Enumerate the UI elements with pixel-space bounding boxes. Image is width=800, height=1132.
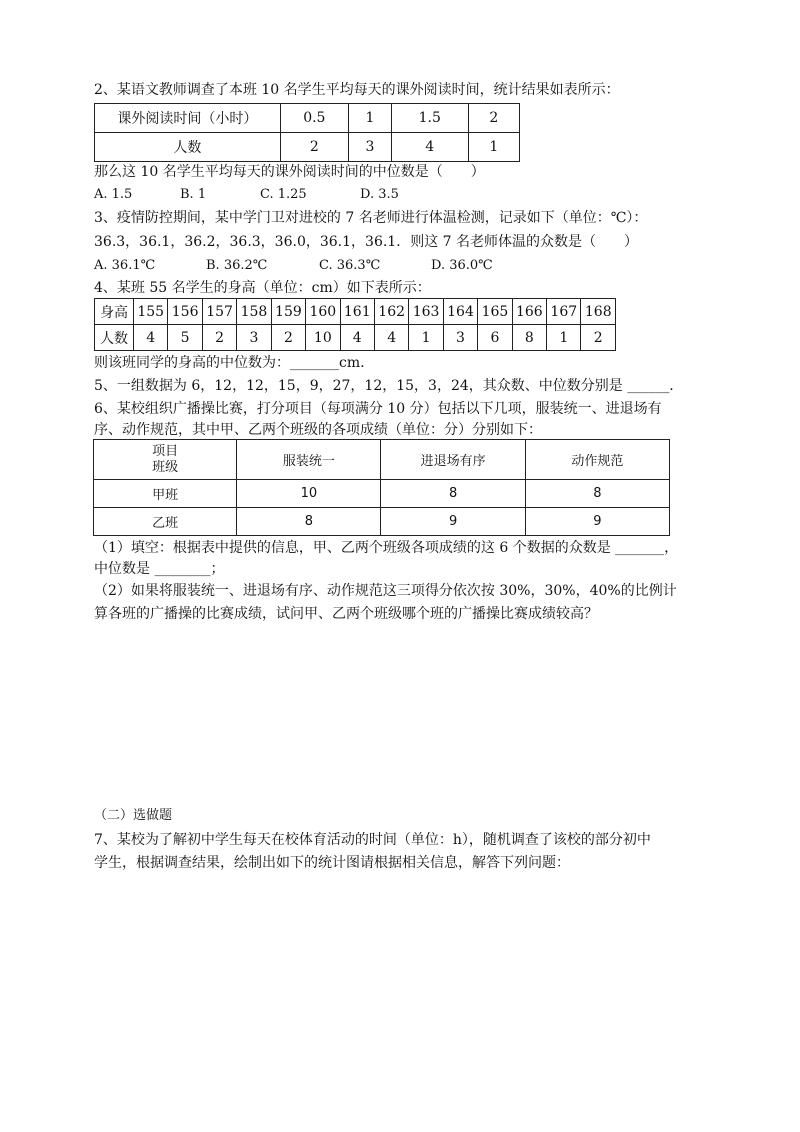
q2-table-cell: 1 <box>468 133 519 162</box>
q4-table-cell: 168 <box>581 299 616 325</box>
q4-table-cell: 2 <box>581 325 616 351</box>
q6-table-cell: 9 <box>525 508 669 536</box>
q6-corner-item: 项目 <box>152 443 179 459</box>
q3-option-b: B. 36.2℃ <box>206 258 268 273</box>
q6-table-cell: 8 <box>525 480 669 508</box>
q3-data-line: 36.3，36.1，36.2，36.3，36.0，36.1，36.1．则这 7 名老师体温的众数是（ ） <box>94 234 639 250</box>
q2-table <box>94 103 520 162</box>
q4-table-cell: 1 <box>409 325 443 351</box>
q6-part1-line2: 中位数是 ________； <box>94 561 225 577</box>
q4-table-cell: 2 <box>271 325 305 351</box>
q4-table-cell: 4 <box>340 325 374 351</box>
q4-table-cell: 5 <box>168 325 202 351</box>
q4-table-cell: 155 <box>134 299 168 325</box>
q4-table-cell: 3 <box>443 325 477 351</box>
q4-table-cell: 4 <box>374 325 408 351</box>
q2-table-cell: 0.5 <box>280 104 348 133</box>
q2-table-cell: 2 <box>280 133 348 162</box>
q6-table-cell: 8 <box>237 508 381 536</box>
q3-stem: 3、疫情防控期间，某中学门卫对进校的 7 名老师进行体温检测，记录如下（单位：℃）： <box>94 210 648 226</box>
q4-table-cell: 4 <box>134 325 168 351</box>
q2-option-b: B. 1 <box>180 187 207 202</box>
q2-table-header-count: 人数 <box>95 133 281 162</box>
q4-table-cell: 167 <box>547 299 581 325</box>
q6-header: 服装统一 <box>237 440 381 480</box>
q2-option-c: C. 1.25 <box>260 187 307 202</box>
q4-table-header-height: 身高 <box>95 299 134 325</box>
q6-part2-line2: 算各班的广播操的比赛成绩，试问甲、乙两个班级哪个班的广播操比赛成绩较高？ <box>94 606 598 622</box>
q4-question: 则该班同学的身高的中位数为：_______cm. <box>94 355 365 371</box>
q4-table-cell: 6 <box>478 325 512 351</box>
q2-option-d: D. 3.5 <box>360 187 399 202</box>
q4-table-cell: 166 <box>512 299 546 325</box>
section-heading-optional: （二）选做题 <box>94 808 173 823</box>
q2-table-cell: 1.5 <box>391 104 468 133</box>
q4-table-cell: 165 <box>478 299 512 325</box>
q4-table-cell: 8 <box>512 325 546 351</box>
q2-options <box>94 185 399 205</box>
q4-table <box>94 298 616 351</box>
q4-table-cell: 156 <box>168 299 202 325</box>
q7-line1: 7、某校为了解初中学生每天在校体育活动的时间（单位：h），随机调查了该校的部分初中 <box>94 832 651 848</box>
q6-row-label-yi: 乙班 <box>94 508 237 536</box>
q6-table-cell: 8 <box>381 480 525 508</box>
q2-table-cell: 3 <box>348 133 391 162</box>
q4-table-header-count: 人数 <box>95 325 134 351</box>
q3-options <box>94 256 493 276</box>
q6-table-cell: 9 <box>381 508 525 536</box>
q4-table-cell: 1 <box>547 325 581 351</box>
q2-table-cell: 2 <box>468 104 519 133</box>
q4-table-cell: 10 <box>306 325 340 351</box>
q6-stem-line2: 序、动作规范，其中甲、乙两个班级的各项成绩（单位：分）分别如下： <box>94 422 542 438</box>
q4-table-cell: 3 <box>237 325 271 351</box>
q3-option-d: D. 36.0℃ <box>431 258 493 273</box>
q4-table-cell: 157 <box>202 299 236 325</box>
q6-table-cell: 10 <box>237 480 381 508</box>
q6-row-label-jia: 甲班 <box>94 480 237 508</box>
q4-table-cell: 158 <box>237 299 271 325</box>
q2-table-cell: 1 <box>348 104 391 133</box>
q5-text: 5、一组数据为 6，12，12，15，9，27，12，15，3，24，其众数、中位数分别是 ______. <box>94 378 674 394</box>
q2-question: 那么这 10 名学生平均每天的课外阅读时间的中位数是（ ） <box>94 164 485 180</box>
q2-table-cell: 4 <box>391 133 468 162</box>
q4-table-cell: 164 <box>443 299 477 325</box>
q6-table <box>93 439 670 536</box>
q6-part1-line1: （1）填空：根据表中提供的信息，甲、乙两个班级各项成绩的这 6 个数据的众数是 _______， <box>94 540 679 556</box>
q6-table-corner <box>94 440 237 480</box>
q6-part2-line1: （2）如果将服装统一、进退场有序、动作规范这三项得分依次按 30%，30%，40%的比例计 <box>94 583 677 599</box>
q4-table-cell: 2 <box>202 325 236 351</box>
q6-header: 动作规范 <box>525 440 669 480</box>
q4-table-cell: 163 <box>409 299 443 325</box>
q6-corner-class: 班级 <box>152 459 179 475</box>
q2-stem: 2、某语文教师调查了本班 10 名学生平均每天的课外阅读时间，统计结果如表所示： <box>94 82 620 98</box>
q4-table-cell: 162 <box>374 299 408 325</box>
q4-stem: 4、某班 55 名学生的身高（单位：cm）如下表所示： <box>94 280 431 296</box>
q3-option-c: C. 36.3℃ <box>319 258 381 273</box>
q6-header: 进退场有序 <box>381 440 525 480</box>
q4-table-cell: 160 <box>306 299 340 325</box>
q7-line2: 学生，根据调查结果，绘制出如下的统计图请根据相关信息，解答下列问题： <box>94 855 570 871</box>
q6-stem-line1: 6、某校组织广播操比赛，打分项目（每项满分 10 分）包括以下几项，服装统一、进退场有 <box>94 401 662 417</box>
q2-table-header-time: 课外阅读时间（小时） <box>95 104 281 133</box>
q3-option-a: A. 36.1℃ <box>94 258 156 273</box>
q4-table-cell: 159 <box>271 299 305 325</box>
q2-option-a: A. 1.5 <box>94 187 133 202</box>
q4-table-cell: 161 <box>340 299 374 325</box>
